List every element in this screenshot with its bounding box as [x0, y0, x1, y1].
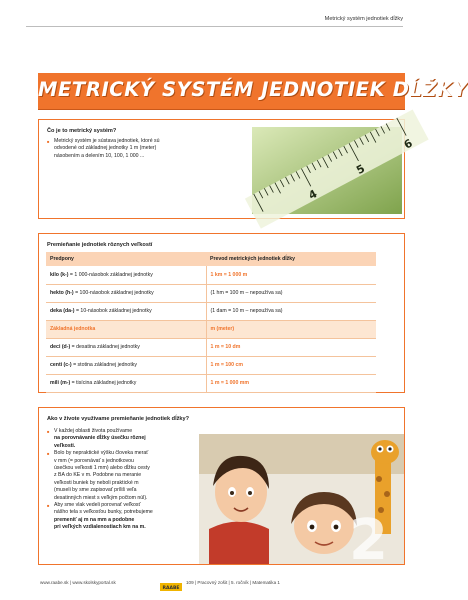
cartoon-illustration: [199, 434, 404, 573]
column-header-conversion: Prevod metrických jednotiek dĺžky: [206, 252, 376, 266]
table-header-row: [46, 252, 376, 266]
svg-text:6: 6: [401, 136, 415, 152]
table-row-base-unit: [46, 320, 376, 338]
conversion-table: [46, 252, 376, 393]
prefix-cell: deci (d-) = desatina základnej jednotky: [46, 338, 206, 356]
publisher-logo-text: RAABE: [162, 586, 180, 591]
prefix-cell: deka (da-) = 10-násobok základnej jednotky: [46, 302, 206, 320]
svg-text:5: 5: [354, 161, 367, 177]
publisher-logo: [160, 578, 182, 596]
conversion-cell: 1 km = 1 000 m: [206, 266, 376, 284]
running-title: Metrický systém jednotiek dĺžky: [324, 16, 403, 22]
prefix-cell: kilo (k-) = 1 000-násobok základnej jednotky: [46, 266, 206, 284]
usage-bullet: ■ Aby sme vlak vedeli porovnať veľkosť nášho tela s veľkosťou bunky, potrebujeme premeniť aj m na mm a podobne pri veľkých vzdialenostiach km na m.: [47, 502, 197, 532]
svg-text:2: 2: [349, 508, 388, 573]
ruler-illustration: [252, 127, 415, 214]
conversion-cell: m (meter): [206, 320, 376, 338]
conversion-cell: 1 m = 10 dm: [206, 338, 376, 356]
prefix-cell: mili (m-) = tisícina základnej jednotky: [46, 374, 206, 392]
title-banner: [38, 73, 468, 109]
intro-box-title: Čo je to metrický systém?: [47, 128, 117, 134]
usage-box: [38, 407, 405, 573]
table-row: [46, 356, 376, 374]
page-title: METRICKÝ SYSTÉM JEDNOTIEK DĹŽKY: [38, 78, 468, 101]
ruler-photo: [252, 127, 415, 214]
conversion-box: [38, 233, 405, 393]
footer-page-info: 109 | Pracovný zošit | 5. ročník | Matematika 1: [186, 580, 280, 585]
header-rule: [26, 26, 403, 27]
usage-box-title: Ako v živote využívame premieňanie jednotiek dĺžky?: [47, 416, 190, 422]
svg-text:4: 4: [306, 187, 320, 203]
table-row: [46, 284, 376, 302]
cartoon-scene: [199, 434, 404, 573]
prefix-cell: Základná jednotka: [46, 320, 206, 338]
publisher-logo-icon: [160, 583, 182, 591]
usage-bullet: ■ Bolo by nepraktické výšku človeka merať v mm (= porovnávať s jednotkovou úsečkou veľkosti 1 mm) alebo dĺžku cesty z BA do KE v m. Podobne na meranie veľkosti buniek by neboli praktické m (museli by sme zapisovať príliš veľa desatinných miest s veľkým počtom núl).: [47, 450, 197, 502]
conversion-cell: (1 hm = 100 m – nepoužíva sa): [206, 284, 376, 302]
usage-bullet: ■ V každej oblasti života používame na porovnávanie dĺžky úsečku rôznej veľkosti.: [47, 428, 197, 450]
intro-box: [38, 119, 415, 219]
conversion-cell: 1 m = 1 000 mm: [206, 374, 376, 392]
conversion-cell: (1 dam = 10 m – nepoužíva sa): [206, 302, 376, 320]
table-row: [46, 302, 376, 320]
table-row: [46, 338, 376, 356]
usage-bullets: [47, 428, 197, 532]
column-header-prefixes: Predpony: [46, 252, 206, 266]
prefix-cell: centi (c-) = stotina základnej jednotky: [46, 356, 206, 374]
intro-bullets: [47, 138, 237, 160]
footer-links: www.raabe.sk | www.skolskyportal.sk: [40, 580, 116, 585]
intro-bullet: ■ Metrický systém je sústava jednotiek, ktoré sú odvodené od základnej jednotky 1 m (meter) násobením a delením 10, 100, 1 000 ...: [47, 138, 237, 160]
conversion-box-title: Premieňanie jednotiek rôznych veľkostí: [47, 242, 153, 248]
prefix-cell: hekto (h-) = 100-násobok základnej jednotky: [46, 284, 206, 302]
table-row: [46, 374, 376, 392]
table-row: [46, 266, 376, 284]
conversion-cell: 1 m = 100 cm: [206, 356, 376, 374]
